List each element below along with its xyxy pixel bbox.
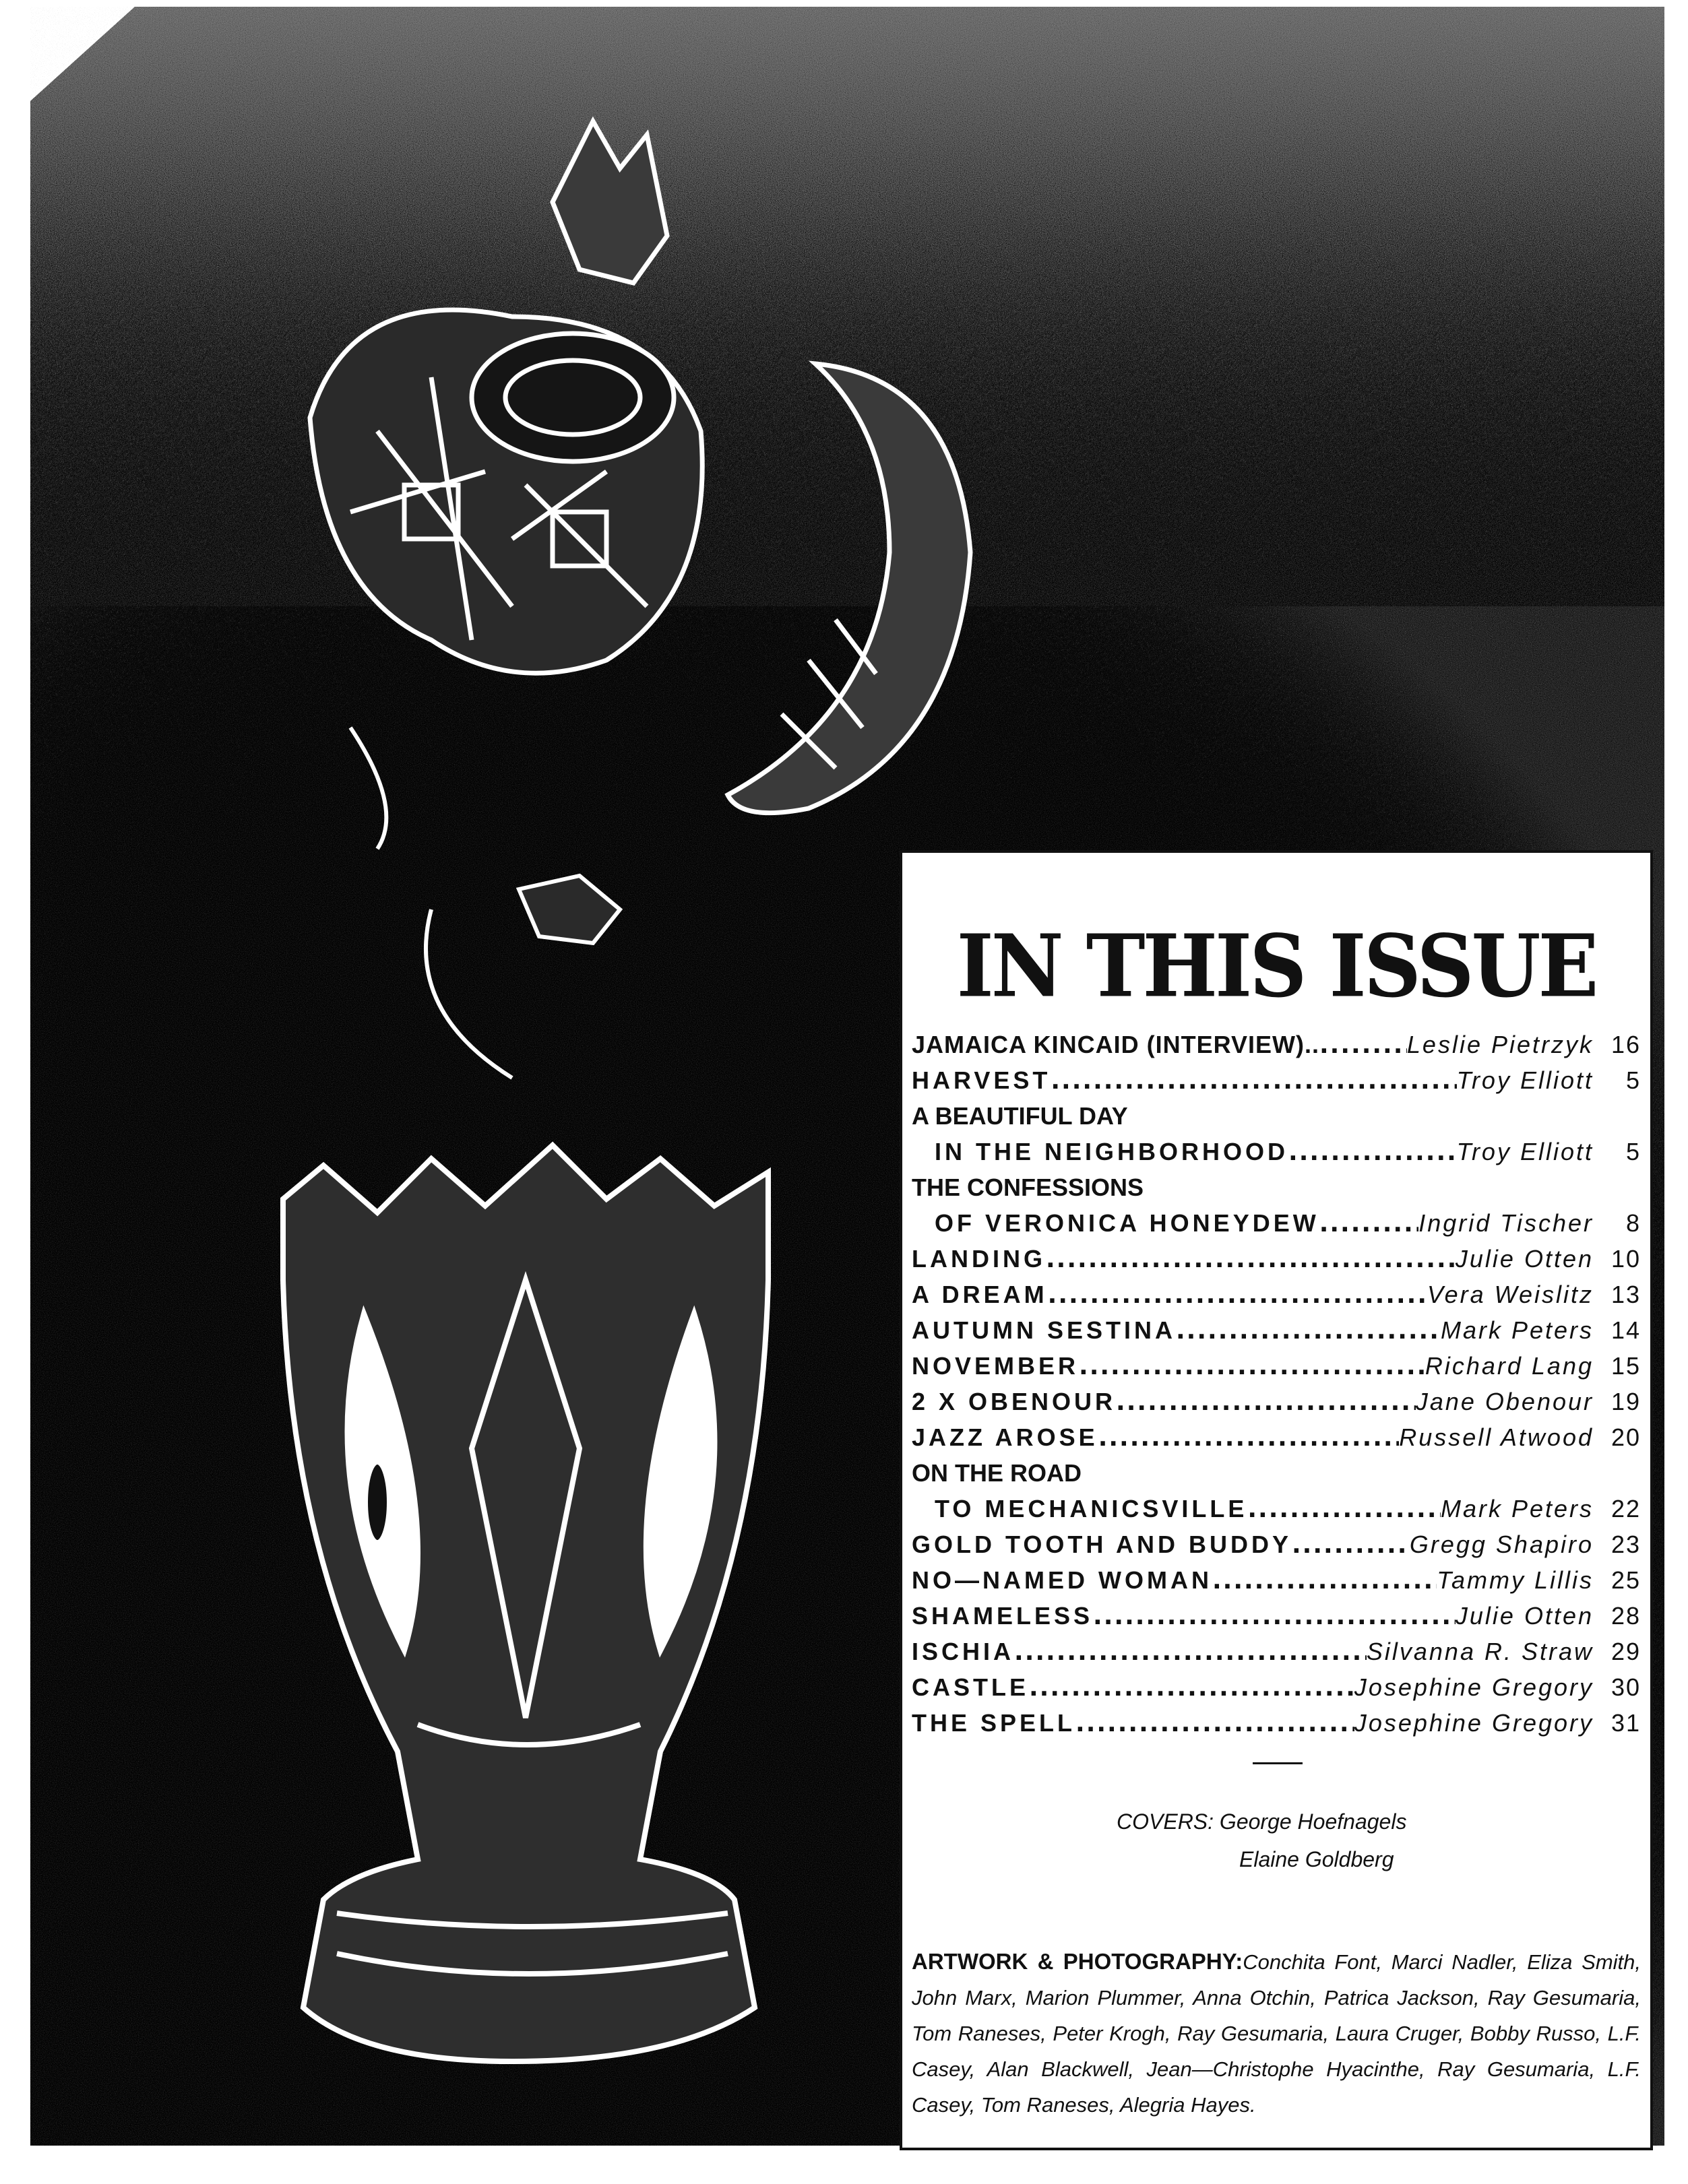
entry-title: THE SPELL (912, 1709, 1076, 1737)
contents-entry (912, 1384, 1641, 1419)
entry-page-number: 28 (1611, 1602, 1641, 1630)
contents-entry (912, 1669, 1641, 1705)
entry-author: Silvanna R. Straw (1366, 1638, 1594, 1665)
entry-page-number: 23 (1611, 1531, 1641, 1558)
contents-entry (912, 1491, 1641, 1527)
contents-entry (912, 1241, 1641, 1277)
entry-page-number: 5 (1625, 1066, 1641, 1094)
entry-title: 2 X OBENOUR (912, 1388, 1117, 1415)
entry-title: LANDING (912, 1245, 1046, 1273)
entry-author: Ingrid Tischer (1418, 1209, 1594, 1237)
dot-leader (1048, 1277, 1427, 1312)
contents-entry (912, 1598, 1641, 1634)
entry-page-number: 30 (1611, 1673, 1641, 1701)
dot-leader (1029, 1670, 1354, 1705)
entry-page-number: 14 (1611, 1316, 1641, 1344)
table-of-contents (900, 850, 1653, 2150)
entry-author: Troy Elliott (1456, 1138, 1594, 1165)
contents-entry (912, 1419, 1641, 1455)
covers-artist: George Hoefnagels (1219, 1809, 1407, 1834)
entry-title: A BEAUTIFUL DAY (912, 1102, 1128, 1130)
entry-title: TO MECHANICSVILLE (935, 1495, 1248, 1522)
contents-entry (912, 1277, 1641, 1312)
entry-title: ON THE ROAD (912, 1459, 1082, 1487)
dot-leader (1051, 1063, 1456, 1098)
entry-title: IN THE NEIGHBORHOOD (935, 1138, 1289, 1165)
contents-entry (912, 1562, 1641, 1598)
entry-title: NO—NAMED WOMAN (912, 1566, 1212, 1594)
contents-entry (912, 1634, 1641, 1669)
contents-list (912, 1027, 1641, 1741)
dot-leader (1212, 1563, 1437, 1598)
entry-author: Tammy Lillis (1437, 1566, 1594, 1594)
entry-title: AUTUMN SESTINA (912, 1316, 1176, 1344)
entry-author: Julie Otten (1455, 1602, 1594, 1630)
entry-author: Julie Otten (1455, 1245, 1594, 1273)
entry-title: OF VERONICA HONEYDEW (935, 1209, 1319, 1237)
contents-entry (912, 1312, 1641, 1348)
dot-leader (1288, 1134, 1457, 1169)
entry-page-number: 25 (1611, 1566, 1641, 1594)
dot-leader (1093, 1599, 1456, 1634)
dot-leader (1046, 1242, 1456, 1277)
entry-author: Jane Obenour (1415, 1388, 1594, 1415)
dot-leader (1075, 1706, 1354, 1741)
page-title: IN THIS ISSUE (956, 915, 1596, 1017)
entry-title: CASTLE (912, 1673, 1029, 1701)
contents-entry (912, 1062, 1641, 1098)
contents-entry (912, 1027, 1641, 1062)
entry-title: GOLD TOOTH AND BUDDY (912, 1531, 1292, 1558)
divider (1253, 1762, 1303, 1764)
entry-title: JAMAICA KINCAID (INTERVIEW).. (912, 1031, 1319, 1058)
entry-author: Vera Weislitz (1427, 1281, 1594, 1308)
entry-author: Mark Peters (1440, 1316, 1594, 1344)
artwork-credits (912, 1944, 1641, 2123)
covers-label: COVERS: (1117, 1809, 1214, 1834)
entry-page-number: 22 (1611, 1495, 1641, 1522)
entry-page-number: 13 (1611, 1281, 1641, 1308)
entry-page-number: 15 (1611, 1352, 1641, 1380)
entry-title: SHAMELESS (912, 1602, 1094, 1630)
entry-author: Josephine Gregory (1354, 1673, 1594, 1701)
dot-leader (1116, 1384, 1416, 1419)
contents-entry (912, 1455, 1641, 1491)
covers-credit (902, 1803, 1650, 1878)
contents-entry (912, 1705, 1641, 1741)
entry-page-number: 16 (1611, 1031, 1641, 1058)
credits-names: Conchita Font, Marci Nadler, Eliza Smith, John Marx, Marion Plummer, Anna Otchin, Patrica Jackson, Ray Gesumaria, Tom Raneses, Peter Krogh, Ray Gesumaria, Laura Cruger, Bobby Russo, L.F. Casey, Alan Blackwell, Jean—Christophe Hyacinthe, Ray Gesumaria, L.F. Casey, Tom Raneses, Alegria Hayes. (912, 1950, 1641, 2117)
entry-author: Josephine Gregory (1354, 1709, 1594, 1737)
contents-entry (912, 1098, 1641, 1134)
entry-page-number: 8 (1625, 1209, 1641, 1237)
dot-leader (1319, 1206, 1419, 1241)
entry-title: HARVEST (912, 1066, 1051, 1094)
entry-title: ISCHIA (912, 1638, 1015, 1665)
entry-page-number: 31 (1611, 1709, 1641, 1737)
dot-leader (1247, 1491, 1441, 1527)
dot-leader (1014, 1634, 1367, 1669)
contents-entry (912, 1348, 1641, 1384)
dot-leader (1319, 1027, 1407, 1062)
contents-entry (912, 1169, 1641, 1205)
cut-glass-vase-shape (283, 1145, 768, 2061)
covers-artist: Elaine Goldberg (1239, 1847, 1394, 1871)
entry-title: THE CONFESSIONS (912, 1174, 1144, 1201)
entry-author: Leslie Pietrzyk (1406, 1031, 1594, 1058)
dot-leader (1176, 1313, 1441, 1348)
entry-page-number: 5 (1625, 1138, 1641, 1165)
credits-label: ARTWORK & PHOTOGRAPHY: (912, 1949, 1243, 1974)
dot-leader (1079, 1349, 1425, 1384)
dot-leader (1292, 1527, 1410, 1562)
entry-title: A DREAM (912, 1281, 1048, 1308)
entry-author: Russell Atwood (1399, 1423, 1594, 1451)
entry-page-number: 20 (1611, 1423, 1641, 1451)
dot-leader (1098, 1420, 1400, 1455)
entry-author: Troy Elliott (1456, 1066, 1594, 1094)
contents-entry (912, 1527, 1641, 1562)
entry-page-number: 10 (1611, 1245, 1641, 1273)
entry-author: Mark Peters (1440, 1495, 1594, 1522)
entry-author: Richard Lang (1425, 1352, 1594, 1380)
entry-page-number: 19 (1611, 1388, 1641, 1415)
entry-title: JAZZ AROSE (912, 1423, 1098, 1451)
contents-entry (912, 1134, 1641, 1169)
contents-entry (912, 1205, 1641, 1241)
entry-author: Gregg Shapiro (1409, 1531, 1594, 1558)
entry-page-number: 29 (1611, 1638, 1641, 1665)
entry-title: NOVEMBER (912, 1352, 1080, 1380)
